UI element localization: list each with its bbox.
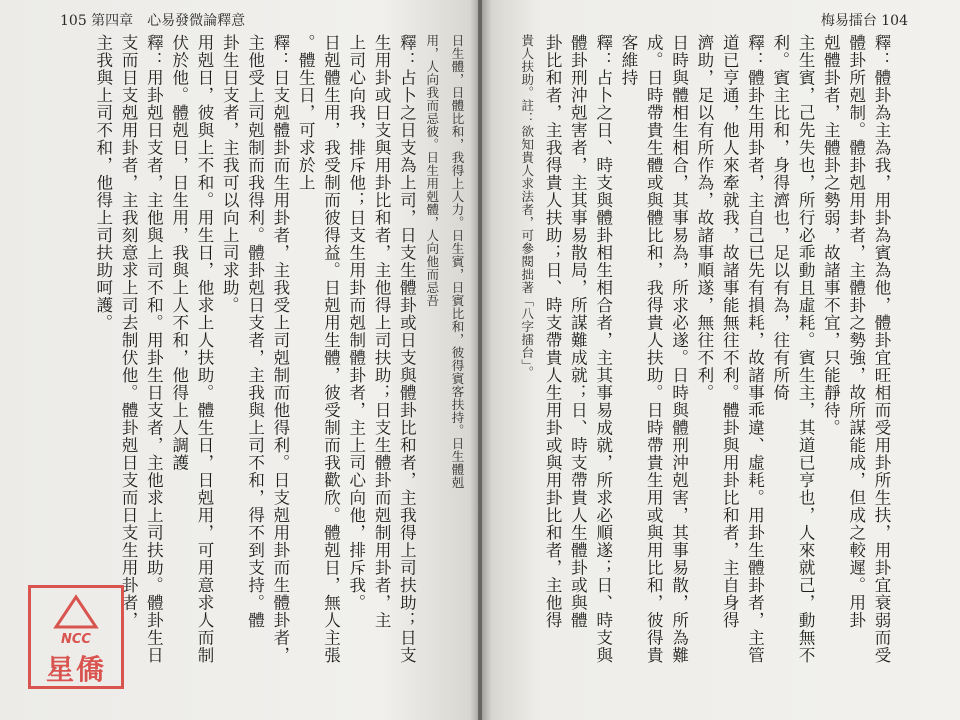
text-column: 釋：占卜之日、時支與體卦相生相合者，主其事易成就，所求必順遂；日、時支與 — [593, 34, 613, 664]
text-column: 伏於他。體剋日，日生用，我與上人不和，他得上人調護 — [169, 34, 189, 472]
text-column: 成。日時帶貴生體或與體比和，我得貴人扶助。日時帶貴生用或與用比和，彼得貴 — [644, 34, 664, 664]
text-column: 日時與體相生相合，其事易為，所求必遂。日時與體刑沖剋害，其事易散，所為難 — [669, 34, 689, 664]
text-column: 貴人扶助。註：欲知貴人求法者，可參閱拙著「八字擂台」。 — [519, 34, 535, 379]
text-column: 卦比和者，主我得貴人扶助；日、時支帶貴人生用卦或與用卦比和者，主他得 — [543, 34, 563, 629]
text-column: 釋：占卜之日支為上司，日支生體卦或日支與體卦比和者，主我得上司扶助；日支 — [397, 34, 417, 664]
text-column: 日生體，日體比和，我得上人力。日生賓，日賓比和，彼得賓客扶持。日生體剋 — [450, 34, 465, 489]
ncc-stamp-logo — [28, 585, 124, 689]
book-gutter — [470, 0, 492, 720]
right-page — [482, 0, 960, 720]
text-column: 道已亨通，他人來牽就我，故諸事能無往不利。體卦與用卦比和者，主自身得 — [720, 34, 740, 629]
text-column: 釋：體卦生用卦者，主自己已先有損耗，故諸事乖違、虛耗。用卦生體卦者，主管 — [745, 34, 765, 664]
stamp-brand: NCC — [61, 632, 91, 647]
text-column: 生用卦或日支與用卦比和者，主他得上司扶助；日支生體卦而剋制用卦者，主 — [372, 34, 392, 629]
text-column: 用，人向我而忌彼。日生用剋體，人向他而忌吾 — [424, 34, 440, 307]
text-column: 日剋體生用，我受制而彼得益。日剋用生體，彼受制而我歡欣。體剋日，無人主張 — [321, 34, 341, 664]
text-column: 支而日支剋用卦者，主我刻意求上司去制伏他。體卦剋日支而日支生用卦者， — [119, 34, 139, 629]
text-column: 釋：用卦剋日支者，主他與上司不和。用卦生日支者，主他求上司扶助。體卦生日 — [144, 34, 164, 664]
text-column: 利。賓主比和，身得濟也，足以有為，往有所倚 — [770, 34, 790, 402]
text-column: 釋：體卦為主為我，用卦為賓為他，體卦宜旺相而受用卦所生扶，用卦宜衰弱而受 — [872, 34, 891, 664]
text-column: 上司心向我，排斥他；日支生用卦而剋制體卦者，主上司心向他，排斥我。 — [346, 34, 366, 612]
text-column: 濟助，足以有所作為，故諸事順遂，無往不利。 — [694, 34, 714, 402]
text-column: 卦生日支者，主我可以向上司求助。 — [220, 34, 240, 314]
triangle-icon — [53, 594, 99, 630]
text-column: 剋體卦者，主體卦之勢弱，故諸事不宜，只能靜待。 — [821, 34, 841, 437]
text-column: 主生賓，己先失也，所行必乖動且虛耗。賓生主，其道已亨也，人來就己，動無不 — [796, 34, 816, 664]
left-page-header: 105 第四章 心易發微論釋意 — [60, 13, 246, 29]
text-column: 用剋日，彼與上不和。用生日，他求上人扶助。體生日，日剋用，可用意求人而制 — [195, 34, 214, 664]
right-page-header: 梅易擂台 104 — [820, 13, 908, 29]
text-column: 體卦刑沖剋害者，主其事易散局，所謀難成就；日、時支帶貴人生體卦或與體 — [568, 34, 588, 629]
text-column: 客維持 — [619, 34, 638, 87]
text-column: 主他受上司剋制而我得利。體卦剋日支者，主我與上司不和，得不到支持。體 — [245, 34, 265, 629]
text-column: 。體生日，可求於上 — [296, 34, 316, 192]
stamp-name: 星僑 — [45, 653, 106, 686]
text-column: 主我與上司不和，他得上司扶助呵護。 — [93, 34, 113, 332]
text-column: 釋：日支剋體卦而生用卦者，主我受上司剋制而他得利。日支剋用卦而生體卦者， — [270, 34, 290, 664]
text-column: 體卦所剋制。體卦剋用卦者，主體卦之勢強，故所謀能成，但成之較遲。用卦 — [846, 34, 866, 629]
